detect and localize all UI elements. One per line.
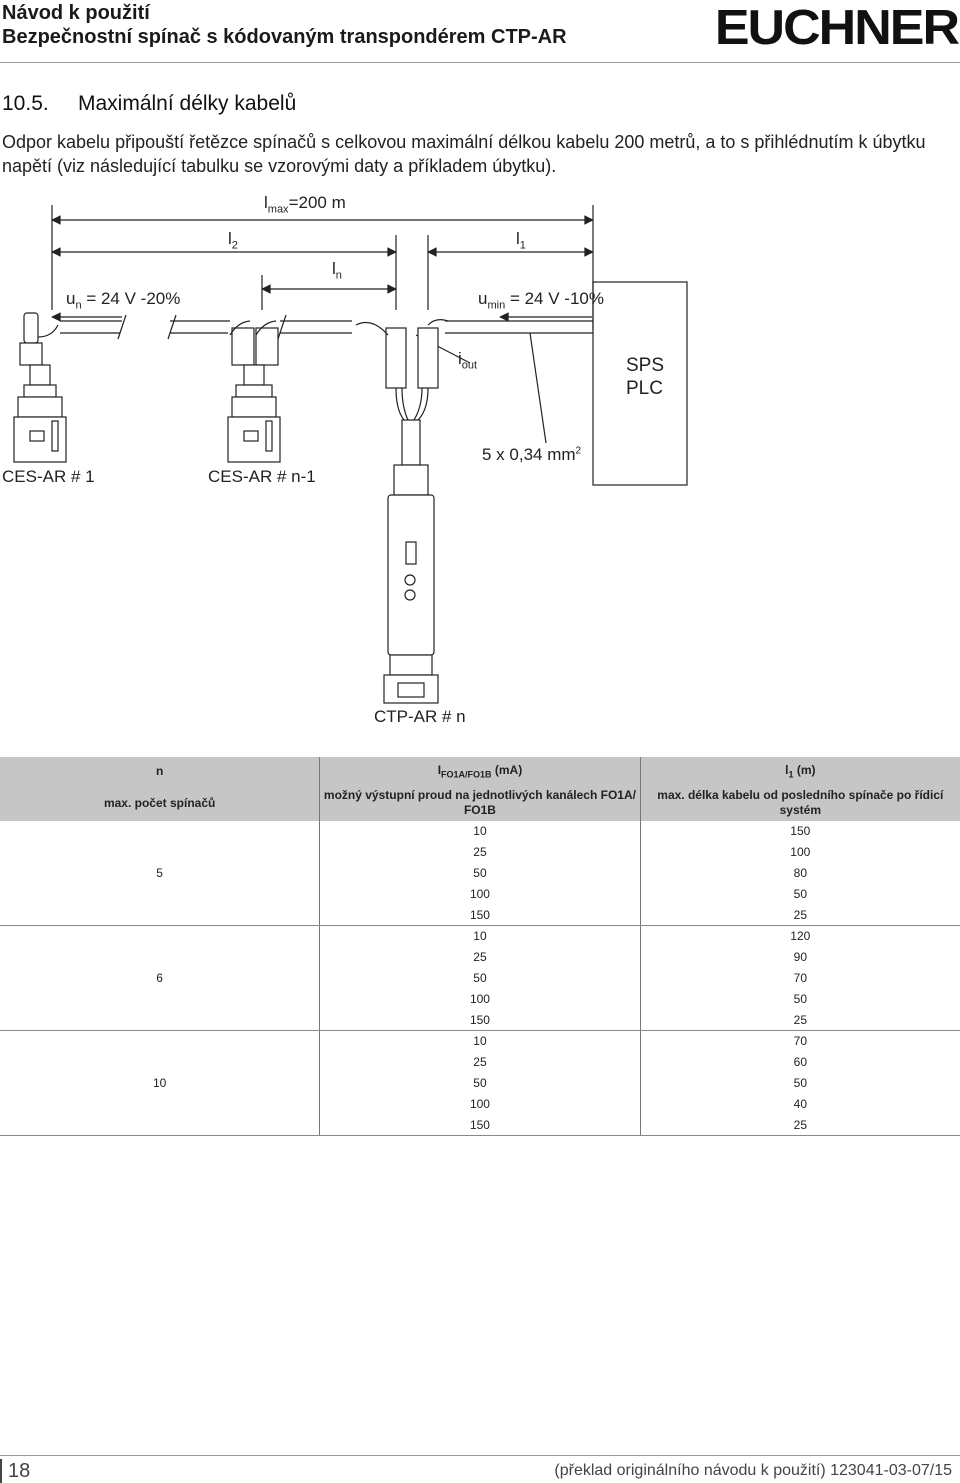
header-title: Návod k použití xyxy=(2,2,150,24)
wiring-diagram xyxy=(0,185,960,745)
table-row xyxy=(0,1030,960,1051)
table-row xyxy=(0,863,960,884)
cell-n: 10 xyxy=(0,1073,320,1094)
cell-n xyxy=(0,904,320,925)
header-n: n xyxy=(0,757,320,785)
l1-label: $l_1$ xyxy=(516,229,526,252)
table-row xyxy=(0,1073,960,1094)
cell-length: 70 xyxy=(793,970,807,985)
table-header-row xyxy=(0,757,960,785)
header-current: $I_{FO1A/FO1B}$ (mA) xyxy=(320,757,640,785)
ces-ar-1-device xyxy=(14,313,66,462)
cell-current: 10 xyxy=(320,821,640,842)
footer-text: (překlad originálního návodu k použití) 123041-03-07/15 xyxy=(554,1462,952,1479)
table-subheader-row xyxy=(0,785,960,821)
cell-length: 50 xyxy=(793,886,807,901)
cell-length: 25 xyxy=(640,904,960,925)
ctp-ar-device xyxy=(356,320,448,703)
table-row xyxy=(0,883,960,904)
page-number-bar xyxy=(0,1459,2,1483)
cell-length: 50 xyxy=(793,1075,807,1090)
ces-ar-n-1-label: CES-AR # n-1 xyxy=(208,467,316,486)
table-row xyxy=(0,947,960,968)
cell-length: 70 xyxy=(793,1034,807,1049)
cell-current: 25 xyxy=(320,842,640,863)
table-row xyxy=(0,821,960,842)
section-number: 10.5. xyxy=(2,92,49,115)
cable-spec-label: 5 x 0,34 $mm^2$ xyxy=(482,445,582,464)
cell-length: 25 xyxy=(640,1009,960,1030)
table-row xyxy=(0,904,960,925)
table-row xyxy=(0,1052,960,1073)
cell-current: 100 xyxy=(320,883,640,904)
cell-n xyxy=(0,925,320,946)
cell-length: 60 xyxy=(793,1055,807,1070)
subheader-n: max. počet spínačů xyxy=(0,785,320,821)
cable-length-table xyxy=(0,757,960,1136)
table-row xyxy=(0,1114,960,1135)
cell-current: 100 xyxy=(320,1093,640,1114)
un-label: $u_n = 24$ V -20% xyxy=(66,289,181,312)
ces-ar-1-label: CES-AR # 1 xyxy=(2,467,95,486)
footer-divider xyxy=(0,1455,960,1456)
cell-length: 120 xyxy=(790,929,811,944)
ctp-ar-label: CTP-AR # n xyxy=(374,707,466,726)
cell-current: 25 xyxy=(320,1052,640,1073)
plc-label-plc: PLC xyxy=(626,378,663,399)
plc-label-sps: SPS xyxy=(626,355,665,376)
table-row xyxy=(0,1009,960,1030)
table-row xyxy=(0,968,960,989)
section-title: Maximální délky kabelů xyxy=(78,92,297,115)
cell-n xyxy=(0,1052,320,1073)
cell-length: 80 xyxy=(793,865,807,880)
cell-length: 40 xyxy=(793,1096,807,1111)
cell-length: 90 xyxy=(793,950,807,965)
cell-current: 150 xyxy=(320,1114,640,1135)
section-heading xyxy=(2,92,296,116)
cell-current: 150 xyxy=(320,904,640,925)
cell-n: 6 xyxy=(0,968,320,989)
cell-n xyxy=(0,947,320,968)
section-paragraph: Odpor kabelu připouští řetězce spínačů s celkovou maximální délkou kabelu 200 metrů, a to s přihlédnutím k úbytku napětí (viz následující tabulku se vzorovými daty a příkladem úbytku). xyxy=(2,132,926,176)
lmax-label: $l_{max}=200$ m xyxy=(264,193,346,216)
table-row xyxy=(0,925,960,946)
page-number: 18 xyxy=(8,1460,31,1482)
cell-n xyxy=(0,1030,320,1051)
cell-n: 5 xyxy=(0,863,320,884)
ln-label: $l_n$ xyxy=(332,259,342,282)
cell-length: 150 xyxy=(790,824,811,839)
iout-label: $i_{out}$ xyxy=(458,349,478,372)
header-divider xyxy=(0,62,960,63)
cell-n xyxy=(0,988,320,1009)
table-body xyxy=(0,821,960,1135)
l2-label: $l_2$ xyxy=(228,229,238,252)
cell-current: 50 xyxy=(320,968,640,989)
header-length: $l_1$ (m) xyxy=(640,757,960,785)
cell-n xyxy=(0,1093,320,1114)
cell-n xyxy=(0,821,320,842)
umin-label: $u_{min} = 24$ V -10% xyxy=(478,289,604,312)
cell-n xyxy=(0,1114,320,1135)
cell-n xyxy=(0,1009,320,1030)
cell-n xyxy=(0,883,320,904)
cell-current: 150 xyxy=(320,1009,640,1030)
table-row xyxy=(0,842,960,863)
cell-current: 10 xyxy=(320,925,640,946)
page-header xyxy=(0,0,960,60)
table-row xyxy=(0,988,960,1009)
cell-current: 50 xyxy=(320,863,640,884)
subheader-length: max. délka kabelu od posledního spínače po řídicí systém xyxy=(640,785,960,821)
ces-ar-n-1-device xyxy=(228,321,280,462)
cell-current: 50 xyxy=(320,1073,640,1094)
cell-n xyxy=(0,842,320,863)
cell-current: 100 xyxy=(320,988,640,1009)
wiring-diagram-svg xyxy=(0,185,960,745)
header-subtitle: Bezpečnostní spínač s kódovaným transpondérem CTP-AR xyxy=(2,26,567,48)
cell-current: 25 xyxy=(320,947,640,968)
cell-current: 10 xyxy=(320,1030,640,1051)
table-row xyxy=(0,1093,960,1114)
cell-length: 50 xyxy=(793,991,807,1006)
cell-length: 100 xyxy=(790,845,811,860)
cell-length: 25 xyxy=(640,1114,960,1135)
subheader-current: možný výstupní proud na jednotlivých kanálech FO1A/ FO1B xyxy=(320,785,640,821)
euchner-logo: EUCHNER xyxy=(714,0,958,56)
